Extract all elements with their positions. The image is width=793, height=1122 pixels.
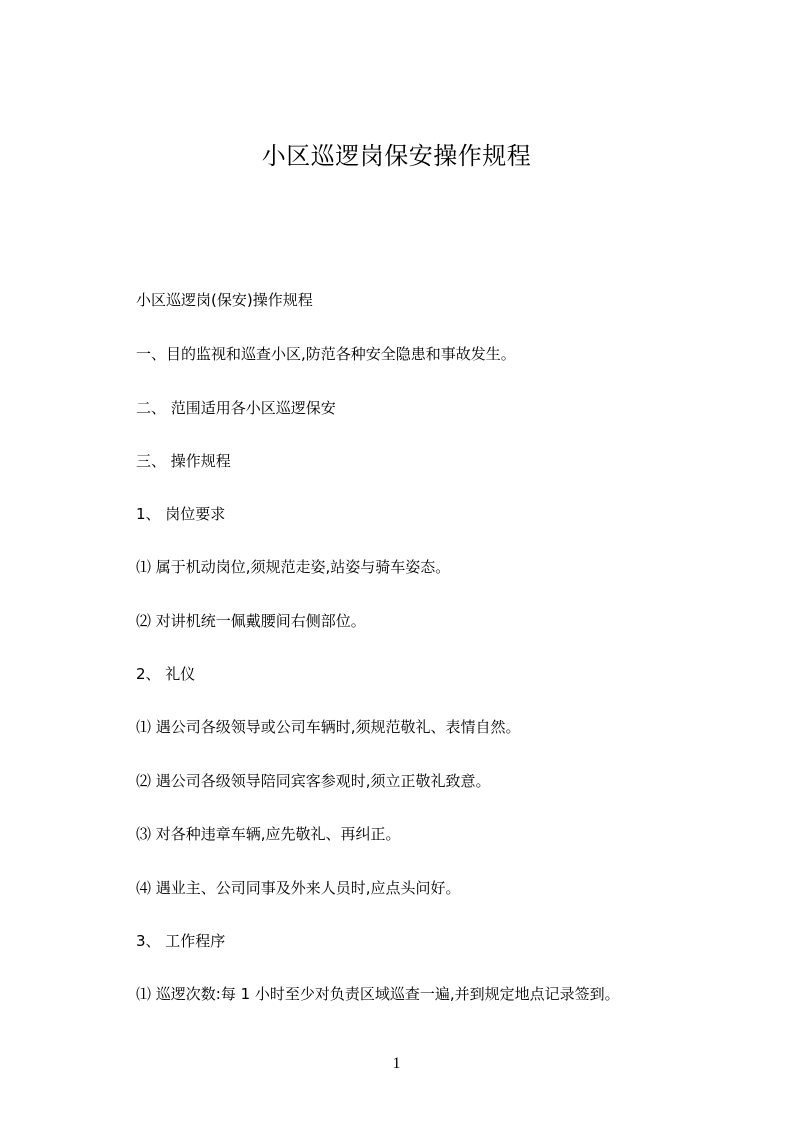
list-item: ⑵ 对讲机统一佩戴腰间右侧部位。 [136, 612, 366, 630]
subtitle-line: 小区巡逻岗(保安)操作规程 [136, 291, 313, 309]
subsection-post-requirements: 1、 岗位要求 [136, 505, 226, 523]
list-item: ⑴ 巡逻次数:每 1 小时至少对负责区域巡查一遍,并到规定地点记录签到。 [136, 985, 620, 1003]
section-purpose: 一、目的监视和巡查小区,防范各种安全隐患和事故发生。 [136, 345, 516, 363]
section-scope: 二、 范围适用各小区巡逻保安 [136, 399, 336, 417]
list-item: ⑵ 遇公司各级领导陪同宾客参观时,须立正敬礼致意。 [136, 772, 491, 790]
page-number: 1 [392, 1055, 401, 1072]
subsection-etiquette: 2、 礼仪 [136, 665, 196, 683]
list-item: ⑴ 遇公司各级领导或公司车辆时,须规范敬礼、表情自然。 [136, 718, 521, 736]
list-item: ⑷ 遇业主、公司同事及外来人员时,应点头问好。 [136, 879, 461, 897]
subsection-work-procedure: 3、 工作程序 [136, 932, 226, 950]
document-title: 小区巡逻岗保安操作规程 [261, 142, 532, 170]
list-item: ⑶ 对各种违章车辆,应先敬礼、再纠正。 [136, 825, 401, 843]
section-procedures: 三、 操作规程 [136, 452, 231, 470]
list-item: ⑴ 属于机动岗位,须规范走姿,站姿与骑车姿态。 [136, 558, 451, 576]
